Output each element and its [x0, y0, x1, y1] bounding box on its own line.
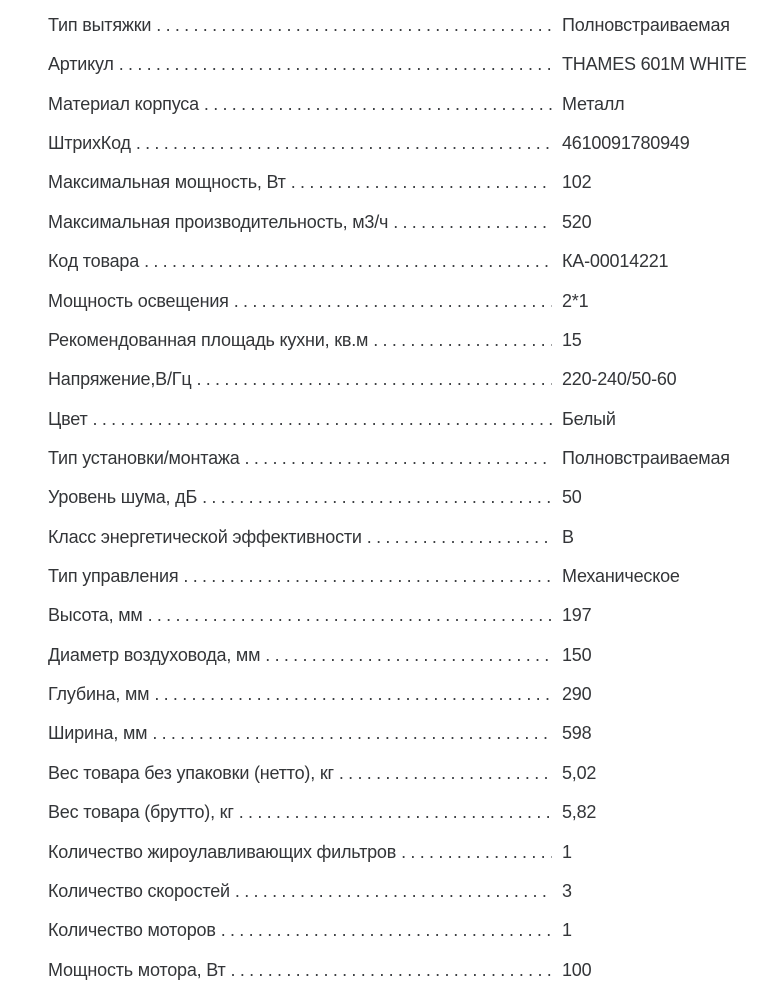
spec-label: Максимальная производительность, м3/ч: [48, 211, 389, 232]
spec-value: 4610091780949: [562, 133, 690, 154]
dot-leader: [154, 684, 552, 705]
spec-row: [48, 795, 763, 834]
spec-row-left: [48, 212, 562, 233]
spec-value: 1: [562, 841, 572, 862]
dot-leader: [152, 723, 552, 744]
dot-leader: [291, 172, 552, 193]
spec-row-left: [48, 94, 562, 115]
spec-value: 100: [562, 959, 592, 980]
spec-value: Металл: [562, 93, 625, 114]
spec-value: THAMES 601M WHITE: [562, 54, 747, 75]
spec-row-left: [48, 605, 562, 626]
dot-leader: [148, 605, 552, 626]
dot-leader: [93, 409, 552, 430]
spec-label: Мощность мотора, Вт: [48, 959, 226, 980]
dot-leader: [231, 960, 552, 981]
spec-row: [48, 362, 763, 401]
spec-value: 2*1: [562, 290, 589, 311]
spec-label: Тип вытяжки: [48, 15, 152, 35]
dot-leader: [183, 566, 552, 587]
dot-leader: [136, 133, 552, 154]
spec-value: Полновстраиваемая: [562, 447, 730, 468]
spec-label: Артикул: [48, 54, 114, 75]
spec-row: [48, 323, 763, 362]
spec-row: [48, 953, 763, 992]
dot-leader: [339, 763, 552, 784]
spec-row: [48, 47, 763, 86]
spec-row: [48, 913, 763, 952]
spec-row-left: [48, 330, 562, 351]
spec-row-left: [48, 448, 562, 469]
spec-label: Уровень шума, дБ: [48, 487, 198, 508]
spec-value: Полновстраиваемая: [562, 15, 730, 35]
spec-row-left: [48, 802, 562, 823]
spec-row: [48, 87, 763, 126]
dot-leader: [235, 881, 552, 902]
spec-row-left: [48, 251, 562, 272]
spec-row-left: [48, 291, 562, 312]
spec-row: [48, 244, 763, 283]
spec-value: 290: [562, 684, 592, 705]
spec-row-left: [48, 133, 562, 154]
dot-leader: [401, 842, 552, 863]
spec-label: Вес товара без упаковки (нетто), кг: [48, 762, 334, 783]
spec-row-left: [48, 960, 562, 981]
spec-row-left: [48, 645, 562, 666]
dot-leader: [393, 212, 552, 233]
spec-value: КА-00014221: [562, 251, 669, 272]
spec-value: 3: [562, 880, 572, 901]
spec-row: [48, 284, 763, 323]
spec-label: Код товара: [48, 251, 140, 272]
spec-row-left: [48, 763, 562, 784]
spec-row-left: [48, 920, 562, 941]
spec-label: Диаметр воздуховода, мм: [48, 644, 261, 665]
spec-label: Глубина, мм: [48, 684, 150, 705]
spec-row: [48, 677, 763, 716]
spec-value: 102: [562, 172, 592, 193]
dot-leader: [221, 920, 552, 941]
spec-row-left: [48, 409, 562, 430]
dot-leader: [196, 369, 552, 390]
spec-row: [48, 874, 763, 913]
dot-leader: [119, 54, 552, 75]
spec-row: [48, 480, 763, 519]
spec-row: [48, 402, 763, 441]
spec-row-left: [48, 172, 562, 193]
spec-label: Рекомендованная площадь кухни, кв.м: [48, 329, 369, 350]
spec-label: Количество скоростей: [48, 880, 230, 901]
dot-leader: [239, 802, 552, 823]
spec-row: [48, 716, 763, 755]
spec-row-left: [48, 369, 562, 390]
spec-row: [48, 8, 763, 47]
spec-label: Максимальная мощность, Вт: [48, 172, 286, 193]
spec-row: [48, 126, 763, 165]
spec-row: [48, 205, 763, 244]
dot-leader: [367, 527, 552, 548]
spec-row: [48, 165, 763, 204]
spec-value: 15: [562, 329, 582, 350]
spec-row-left: [48, 487, 562, 508]
dot-leader: [156, 15, 552, 36]
spec-row-left: [48, 54, 562, 75]
spec-row: [48, 598, 763, 637]
spec-label: Материал корпуса: [48, 93, 199, 114]
spec-row-left: [48, 684, 562, 705]
dot-leader: [373, 330, 552, 351]
spec-row-left: [48, 842, 562, 863]
spec-label: Напряжение,В/Гц: [48, 369, 192, 390]
spec-row: [48, 835, 763, 874]
dot-leader: [245, 448, 552, 469]
spec-label: Тип установки/монтажа: [48, 447, 240, 468]
spec-value: Механическое: [562, 566, 680, 587]
spec-label: ШтрихКод: [48, 133, 131, 154]
spec-row-left: [48, 15, 562, 36]
spec-value: 598: [562, 723, 592, 744]
spec-value: В: [562, 526, 574, 547]
dot-leader: [144, 251, 552, 272]
dot-leader: [234, 291, 552, 312]
spec-label: Класс энергетической эффективности: [48, 526, 362, 547]
spec-value: 5,02: [562, 762, 597, 783]
spec-row-left: [48, 881, 562, 902]
spec-row: [48, 638, 763, 677]
spec-value: 150: [562, 644, 592, 665]
spec-label: Вес товара (брутто), кг: [48, 802, 234, 823]
spec-value: 50: [562, 487, 582, 508]
spec-label: Цвет: [48, 408, 88, 429]
spec-row-left: [48, 723, 562, 744]
spec-value: Белый: [562, 408, 616, 429]
spec-label: Количество жироулавливающих фильтров: [48, 841, 397, 862]
spec-label: Количество моторов: [48, 920, 216, 941]
spec-value: 1: [562, 920, 572, 941]
spec-value: 220-240/50-60: [562, 369, 677, 390]
spec-value: 520: [562, 211, 592, 232]
spec-row: [48, 559, 763, 598]
spec-label: Мощность освещения: [48, 290, 229, 311]
dot-leader: [202, 487, 552, 508]
spec-label: Высота, мм: [48, 605, 143, 626]
spec-label: Тип управления: [48, 566, 179, 587]
dot-leader: [265, 645, 552, 666]
spec-value: 197: [562, 605, 592, 626]
spec-row: [48, 756, 763, 795]
spec-label: Ширина, мм: [48, 723, 148, 744]
spec-row: [48, 441, 763, 480]
spec-row-left: [48, 566, 562, 587]
spec-row: [48, 520, 763, 559]
dot-leader: [204, 94, 552, 115]
spec-value: 5,82: [562, 802, 597, 823]
spec-row-left: [48, 527, 562, 548]
